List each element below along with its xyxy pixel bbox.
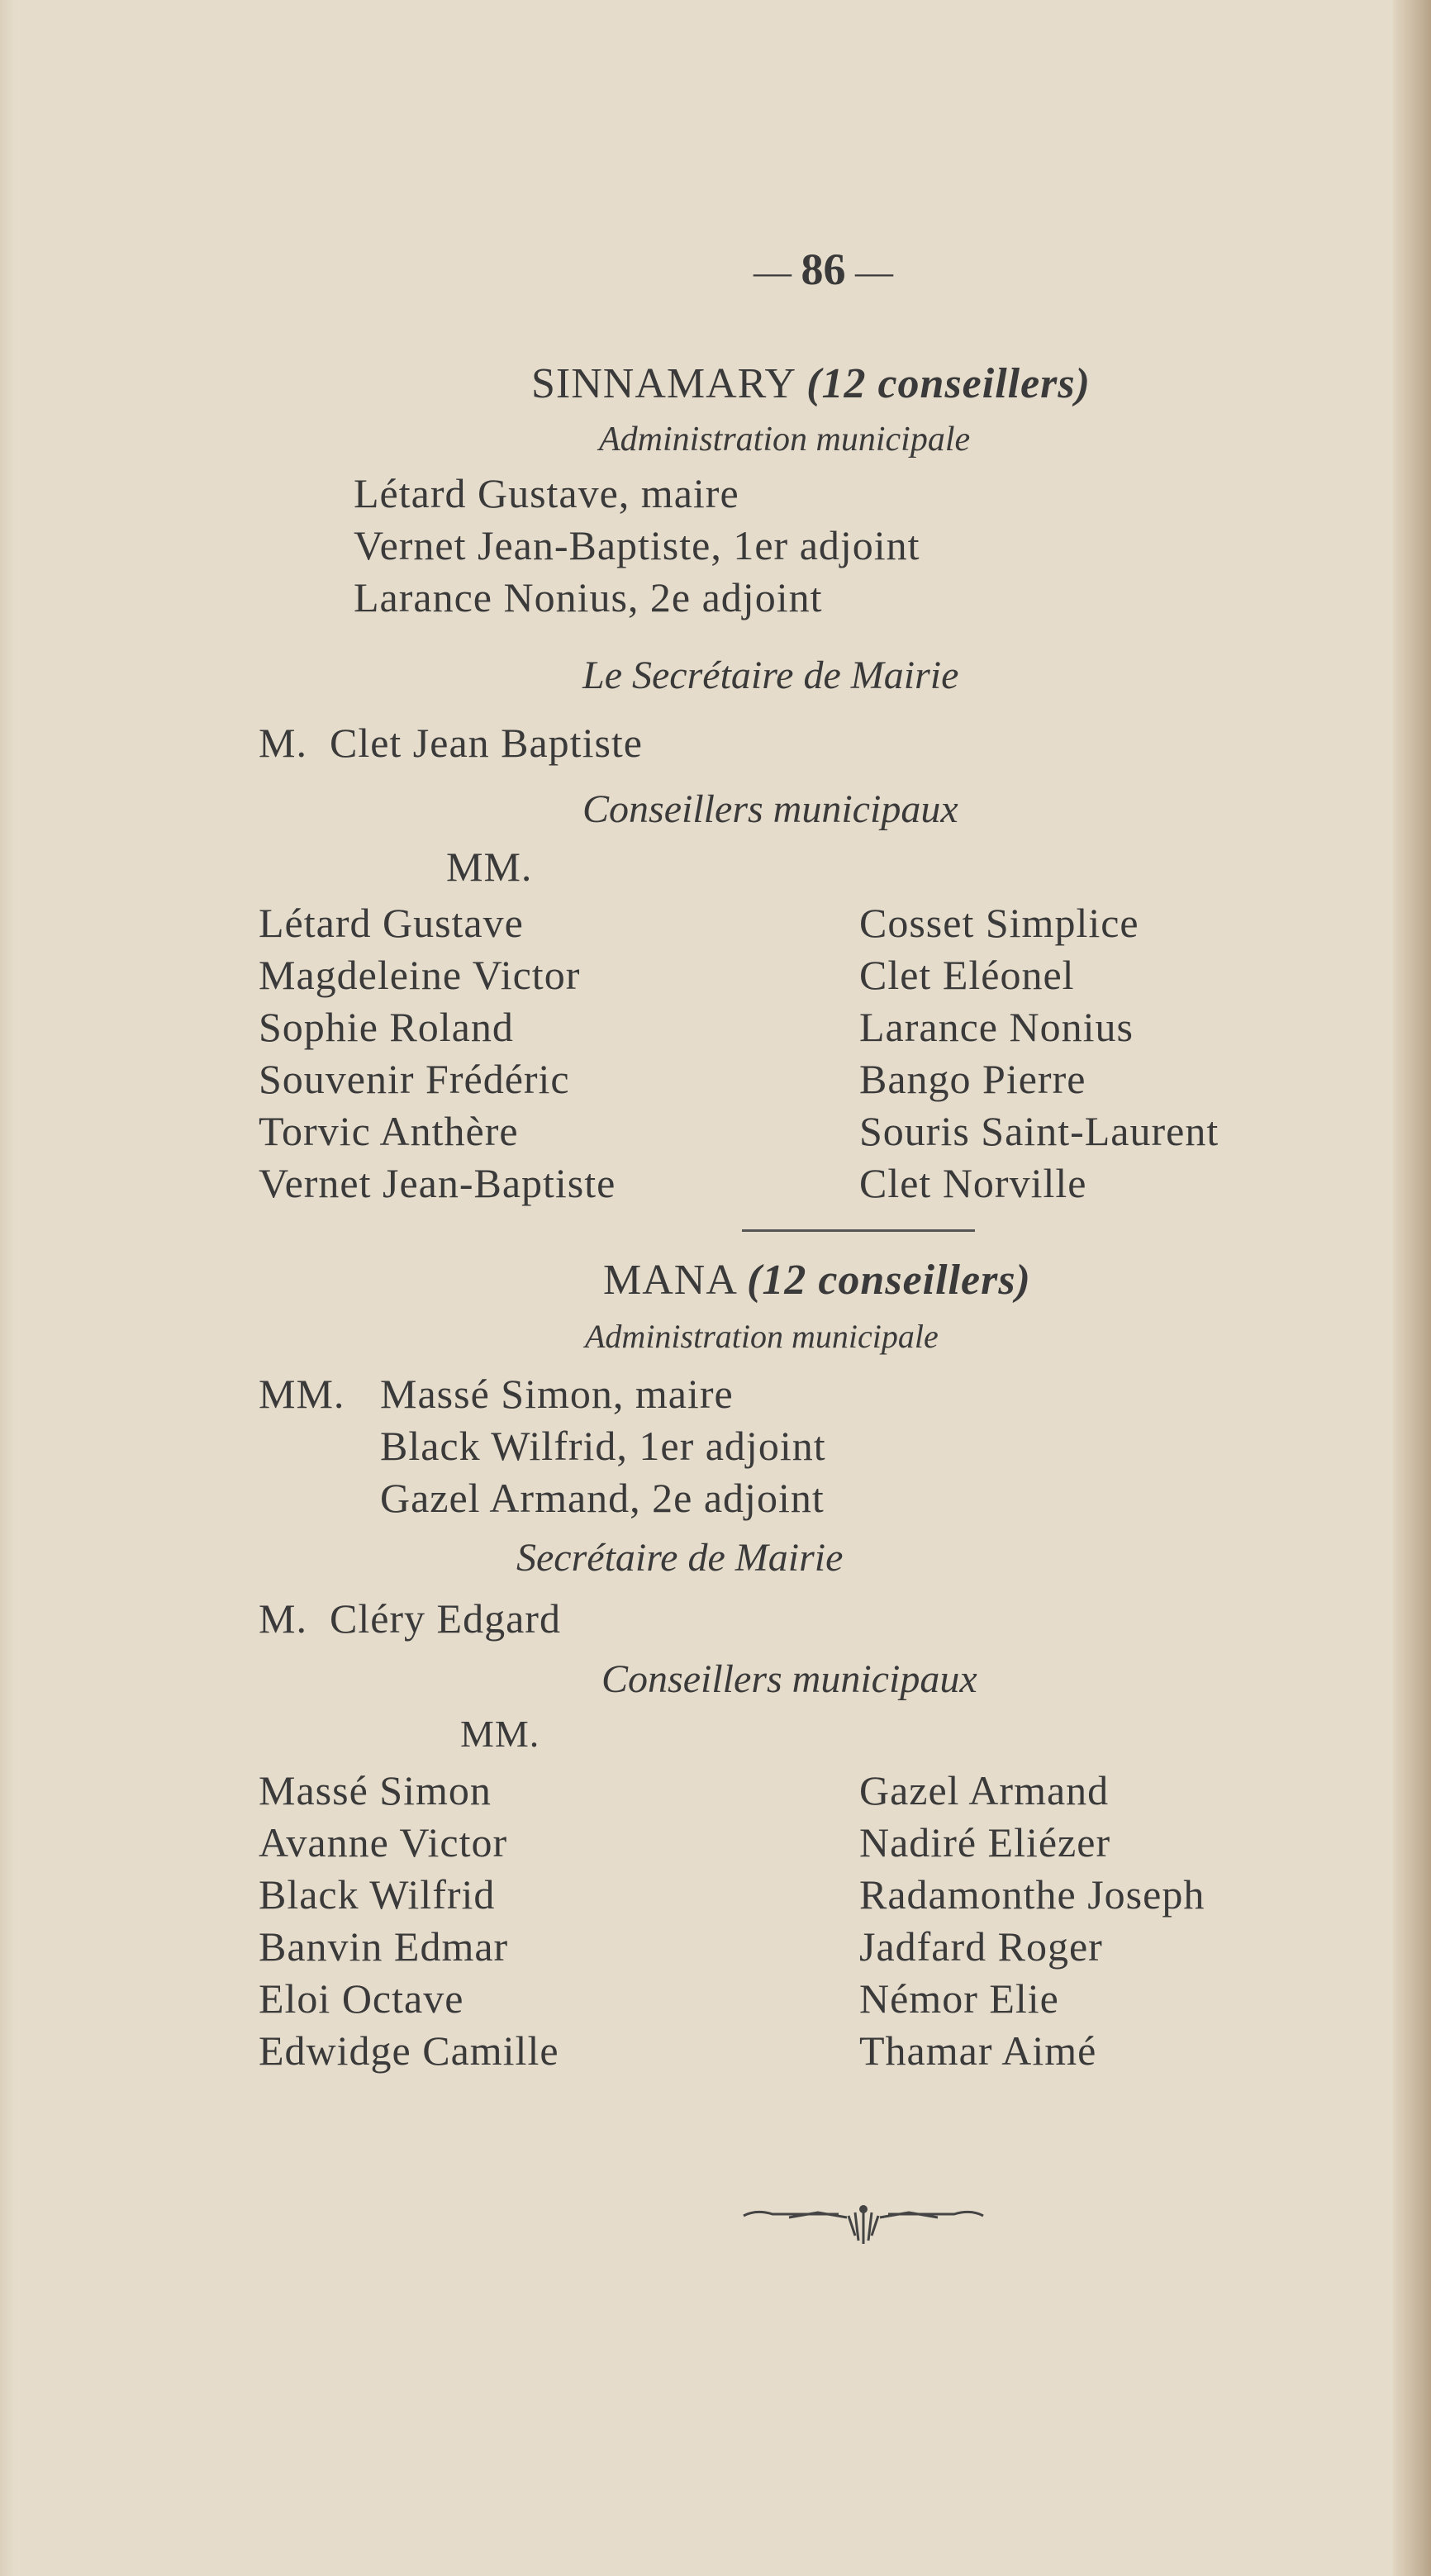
- page-left-edge: [0, 0, 15, 2576]
- section-title-sinnamary: SINNAMARY (12 conseillers): [531, 360, 1091, 407]
- council-member: Vernet Jean-Baptiste: [259, 1160, 616, 1206]
- council-member: Souvenir Frédéric: [259, 1056, 570, 1102]
- council-member: Radamonthe Joseph: [859, 1871, 1205, 1918]
- council-member: Eloi Octave: [259, 1975, 464, 2022]
- page-number: — 86 —: [754, 245, 893, 294]
- council-member: Black Wilfrid: [259, 1871, 496, 1918]
- council-member: Avanne Victor: [259, 1819, 508, 1865]
- council-member: Thamar Aimé: [859, 2027, 1097, 2074]
- council-left-column: [259, 897, 616, 1210]
- council-count: (12 conseillers): [806, 360, 1091, 407]
- council-right-column: [859, 1765, 1205, 2077]
- admin-heading: Administration municipale: [585, 1318, 939, 1355]
- section-title-mana: MANA (12 conseillers): [603, 1257, 1031, 1304]
- council-left-column: [259, 1765, 559, 2077]
- council-member: Nadiré Eliézer: [859, 1819, 1111, 1865]
- council-heading: Conseillers municipaux: [582, 787, 958, 831]
- admin-heading: Administration municipale: [599, 421, 971, 459]
- council-member: Clet Norville: [859, 1160, 1087, 1206]
- council-right-column: [859, 897, 1219, 1210]
- council-member: Cosset Simplice: [859, 900, 1139, 946]
- admin-member: Vernet Jean-Baptiste, 1er adjoint: [354, 522, 920, 568]
- council-member: Larance Nonius: [859, 1004, 1134, 1050]
- council-member: Edwidge Camille: [259, 2027, 559, 2074]
- council-member: Létard Gustave: [259, 900, 524, 946]
- admin-member: Black Wilfrid, 1er adjoint: [380, 1423, 826, 1469]
- secretary-line: M. Clet Jean Baptiste: [259, 720, 644, 766]
- secretary-heading: Le Secrétaire de Mairie: [582, 654, 959, 697]
- admin-prefix: MM.: [259, 1371, 345, 1417]
- council-member: Jadfard Roger: [859, 1923, 1103, 1970]
- fleuron-divider-icon: [739, 2198, 987, 2247]
- council-member: Torvic Anthère: [259, 1108, 519, 1154]
- section-divider: [742, 1229, 975, 1232]
- secretary-name: Cléry Edgard: [329, 1595, 561, 1642]
- secretary-name: Clet Jean Baptiste: [329, 720, 644, 766]
- secretary-line: M. Cléry Edgard: [259, 1595, 561, 1642]
- council-member: Souris Saint-Laurent: [859, 1108, 1219, 1154]
- admin-member: Massé Simon, maire: [380, 1371, 734, 1417]
- council-prefix: MM.: [446, 844, 533, 890]
- council-member: Massé Simon: [259, 1767, 492, 1813]
- page-right-edge: [1393, 0, 1431, 2576]
- council-member: Bango Pierre: [859, 1056, 1086, 1102]
- council-heading: Conseillers municipaux: [601, 1657, 977, 1701]
- council-member: Gazel Armand: [859, 1767, 1110, 1813]
- council-member: Sophie Roland: [259, 1004, 514, 1050]
- admin-member: Larance Nonius, 2e adjoint: [354, 574, 823, 620]
- secretary-heading: Secrétaire de Mairie: [516, 1536, 844, 1580]
- admin-member: Létard Gustave, maire: [354, 470, 739, 516]
- council-member: Némor Elie: [859, 1975, 1059, 2022]
- council-count: (12 conseillers): [747, 1257, 1031, 1304]
- council-prefix: MM.: [460, 1713, 540, 1755]
- admin-member: Gazel Armand, 2e adjoint: [380, 1475, 825, 1521]
- council-member: Banvin Edmar: [259, 1923, 509, 1970]
- page-number-value: 86: [801, 245, 846, 294]
- council-member: Clet Eléonel: [859, 952, 1075, 998]
- council-member: Magdeleine Victor: [259, 952, 581, 998]
